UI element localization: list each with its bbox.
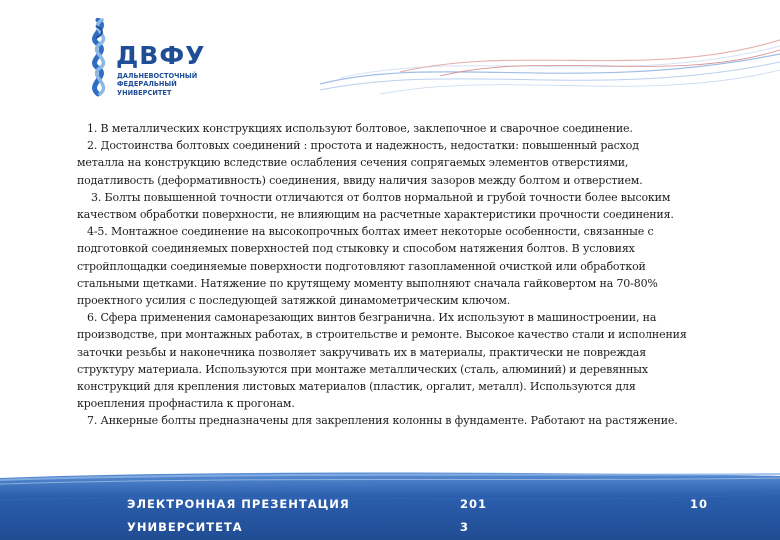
logo-subtitle bbox=[117, 72, 197, 97]
paragraph: 1. В металлических конструкциях используют болтовое, заклепочное и сварочное соединение. bbox=[87, 122, 633, 135]
paragraph: 2. Достоинства болтовых соединений : простота и надежность, недостатки: повышенный расход металла на конструкцию вследствие ослабления сечения сопрягаемых элементов отверстиями, податливость (деформативность) соединения, ввиду наличия зазоров между болтом и отверстием. bbox=[77, 139, 643, 187]
paragraph: 7. Анкерные болты предназначены для закрепления колонны в фундаменте. Работают на растяжение. bbox=[87, 414, 678, 428]
footer-title: ЭЛЕКТРОННАЯ ПРЕЗЕНТАЦИЯ УНИВЕРСИТЕТА bbox=[127, 497, 350, 534]
university-logo bbox=[80, 18, 210, 98]
slide-body bbox=[77, 120, 687, 430]
page-number: 10 bbox=[690, 497, 709, 511]
footer-bar bbox=[0, 470, 780, 540]
logo-title: ДВФУ bbox=[116, 41, 206, 70]
footer-year: 201 3 bbox=[460, 497, 488, 534]
logo-subtitle-line: ДАЛЬНЕВОСТОЧНЫЙ bbox=[117, 72, 198, 80]
logo-subtitle-line: УНИВЕРСИТЕТ bbox=[117, 88, 172, 97]
decorative-waves bbox=[320, 34, 780, 114]
helix-logo-icon bbox=[80, 18, 120, 98]
paragraph: 4-5. Монтажное соединение на высокопрочных болтах имеет некоторые особенности, связанные с подготовкой соединяемых поверхностей под стыковку и способом натяжения болтов. В условиях стройплощадки соединяемые поверхности подготовляют газопламенной очисткой или обработкой стальными щетками. Натяжение по крутящему моменту выполняют сначала гайковертом на 70-80% проектного усилия с последующей затяжкой динамометрическим ключом. bbox=[77, 225, 658, 308]
logo-subtitle-line: ФЕДЕРАЛЬНЫЙ bbox=[117, 80, 177, 89]
paragraph: 3. Болты повышенной точности отличаются от болтов нормальной и грубой точности более высоким качеством обработки поверхности, не влияющим на расчетные характеристики прочности соединения. bbox=[77, 190, 674, 222]
paragraph: 6. Сфера применения самонарезающих винтов безгранична. Их используют в машиностроении, на производстве, при монтажных работах, в строительстве и ремонте. Высокое качество стали и исполнения заточки резьбы и наконечника позволяет закручивать их в материалы, практически не повреждая структуру материала. Используются при монтаже металлических (сталь, алюминий) и деревянных конструкций для крепления листовых материалов (пластик, оргалит, металл). Используются для кроепления профнастила к прогонам. bbox=[77, 311, 687, 411]
